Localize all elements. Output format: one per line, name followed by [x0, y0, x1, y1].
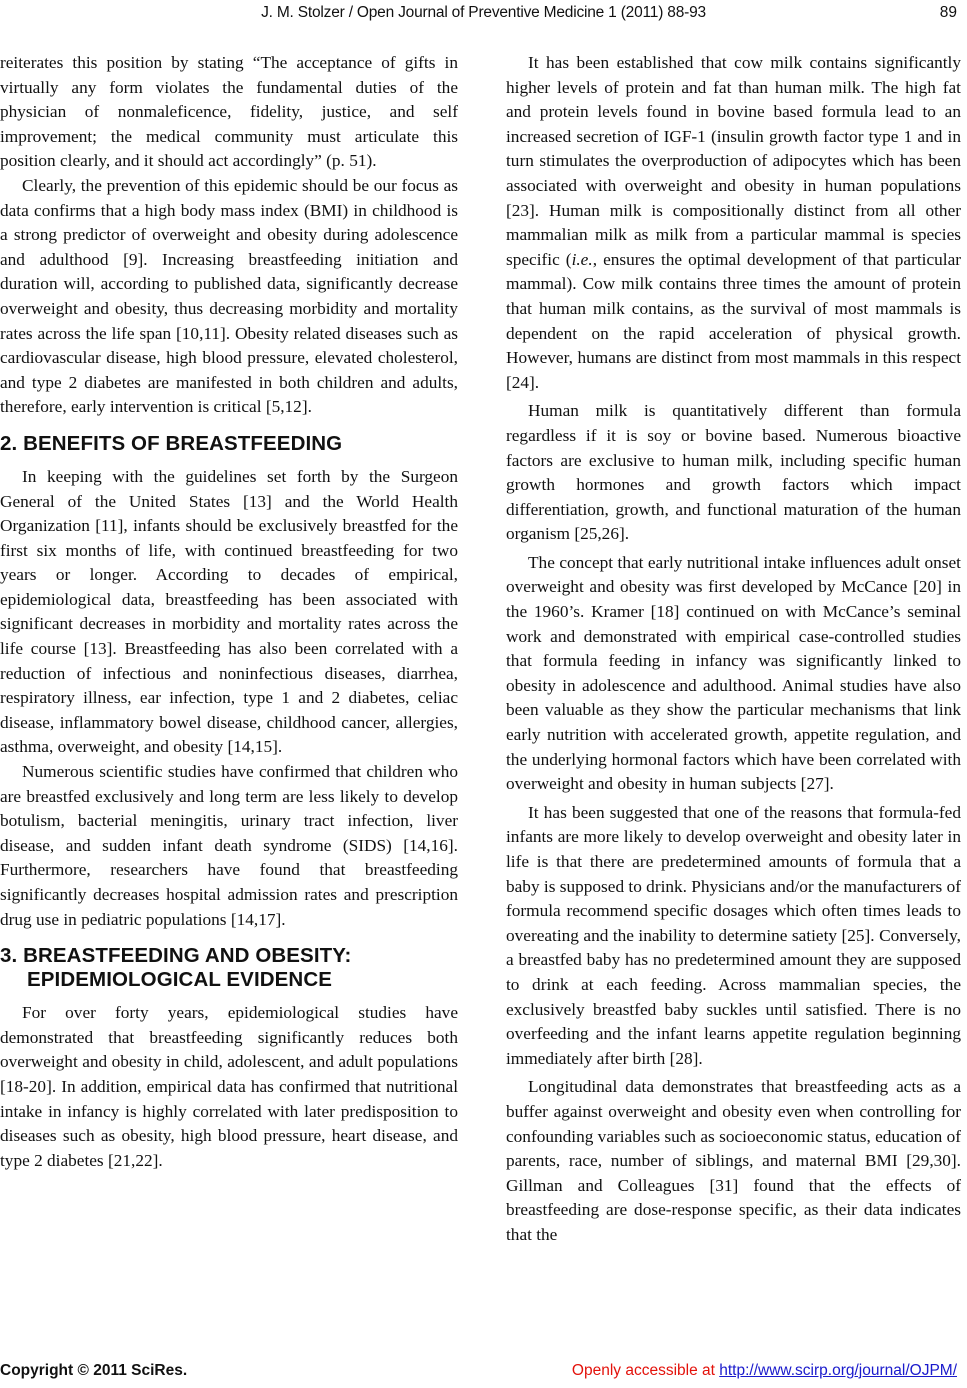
- copyright-notice: Copyright © 2011 SciRes.: [0, 1362, 188, 1379]
- section-heading-obesity: [0, 944, 458, 992]
- paragraph: Clearly, the prevention of this epidemic should be our focus as data confirms that a high body mass index (BMI) in childhood is a strong predictor of overweight and obesity during adolescence and adulthood [9]. Increasing breastfeeding initiation and duration will, according to published data, significantly decrease overweight and obesity, thus decreasing morbidity and mortality rates across the life span [10,11]. Obesity related diseases such as cardiovascular disease, high blood pressure, elevated cholesterol, and type 2 diabetes are manifested in both children and adults, therefore, early intervention is critical [5,12].: [0, 175, 458, 417]
- section-heading-benefits: 2. BENEFITS OF BREASTFEEDING: [0, 431, 343, 455]
- paragraph: For over forty years, epidemiological studies have demonstrated that breastfeeding significantly reduces both overweight and obesity in child, adolescent, and adult populations [18-20]. In addition, empirical data has confirmed that nutritional intake in infancy is highly correlated with later predisposition to diseases such as obesity, high blood pressure, heart disease, and type 2 diabetes [21,22].: [0, 1003, 458, 1170]
- section-heading-line2: EPIDEMIOLOGICAL EVIDENCE: [27, 968, 333, 992]
- right-column: [506, 51, 961, 1248]
- left-column: [0, 51, 458, 1173]
- paragraph: reiterates this position by stating “The acceptance of gifts in virtually any form violates the fundamental duties of the physician of nonmaleficence, fidelity, justice, and self improvement; the medical community must articulate this position clearly, and it should act accordingly” (p. 51).: [0, 53, 458, 171]
- running-header: [0, 4, 967, 24]
- paragraph: Numerous scientific studies have confirmed that children who are breastfed exclusively and long term are less likely to develop botulism, bacterial meningitis, urinary tract infection, liver disease, and sudden infant death syndrome (SIDS) [14,16]. Furthermore, researchers have found that breastfeeding significantly decreases hospital admission rates and prescription drug use in pediatric populations [14,17].: [0, 762, 458, 929]
- journal-link[interactable]: http://www.scirp.org/journal/OJPM/: [719, 1362, 957, 1379]
- text-run: It has been established that cow milk contains significantly higher levels of protein and fat than human milk. The high fat and protein levels found in bovine based formula lead to an increased secretion of IGF-1 (insulin growth factor type 1 and in turn stimulates the overproduction of adipocytes which has been associated with overweight and obesity in human populations [23]. Human milk is compositionally distinct from all other mammalian milk as milk from a particular mammal is species specific (: [506, 53, 961, 269]
- italic-text: i.e.: [571, 249, 593, 269]
- page-number: 89: [939, 4, 957, 21]
- paragraph: [506, 51, 961, 395]
- text-run: , ensures the optimal development of that particular mammal). Cow milk contains three times the amount of protein that human milk contains, as the survival of most mammals is dependent on the rapid acceleration of physical growth. However, humans are distinct from most mammals in this respect [24].: [506, 249, 961, 392]
- paragraph: Longitudinal data demonstrates that breastfeeding acts as a buffer against overweight and obesity even when controlling for confounding variables such as socioeconomic status, education of parents, race, number of siblings, and maternal BMI [29,30]. Gillman and Colleagues [31] found that the effects of breastfeeding are dose-response specific, as their data indicates that the: [506, 1077, 961, 1244]
- page-footer: [0, 1362, 967, 1384]
- paragraph: It has been suggested that one of the reasons that formula-fed infants are more likely to develop overweight and obesity later in life is that there are predetermined amounts of formula that a baby is supposed to drink. Physicians and/or the manufacturers of formula recommend specific dosages which often times leads to overeating and the inability to determine satiety [25]. Conversely, a breastfed baby has no predetermined amount they are supposed to drink at each feeding. Across mammalian species, the exclusively breastfed baby suckles until satisfied. There is no overfeeding and the infant learns appetite regulation beginning immediately after birth [28].: [506, 802, 961, 1068]
- open-access-notice: [572, 1362, 957, 1380]
- paragraph: In keeping with the guidelines set forth by the Surgeon General of the United States [13] and the World Health Organization [11], infants should be exclusively breastfed for the first six months of life, with continued breastfeeding for two years or longer. According to decades of empirical, epidemiological data, breastfeeding has been associated with significant decreases in morbidity and mortality rates across the life course [13]. Breastfeeding has also been correlated with a reduction of infectious and noninfectious diseases, diarrhea, respiratory illness, ear infection, type 1 and 2 diabetes, celiac disease, inflammatory bowel disease, childhood cancer, allergies, asthma, overweight, and obesity [14,15].: [0, 466, 458, 757]
- running-title: J. M. Stolzer / Open Journal of Preventive Medicine 1 (2011) 88-93: [261, 4, 706, 21]
- paragraph: The concept that early nutritional intake influences adult onset overweight and obesity was first developed by McCance [20] in the 1960’s. Kramer [18] continued on with McCance’s seminal work and demonstrated with empirical case-controlled studies that formula feeding in infancy was significantly linked to obesity in adolescence and adulthood. Animal studies have also been valuable as they show the particular mechanisms that link early nutrition with accelerated growth, appetite regulation, and the underlying hormonal factors which have been correlated with overweight and obesity in human subjects [27].: [506, 552, 961, 794]
- paragraph: Human milk is quantitatively different than formula regardless if it is soy or bovine based. Numerous bioactive factors are exclusive to human milk, including specific human growth hormones and growth factors which impact differentiation, growth, and functional maturation of the human organism [25,26].: [506, 401, 961, 544]
- access-prefix: Openly accessible at: [571, 1362, 720, 1379]
- section-heading-line1: 3. BREASTFEEDING AND OBESITY:: [0, 944, 352, 968]
